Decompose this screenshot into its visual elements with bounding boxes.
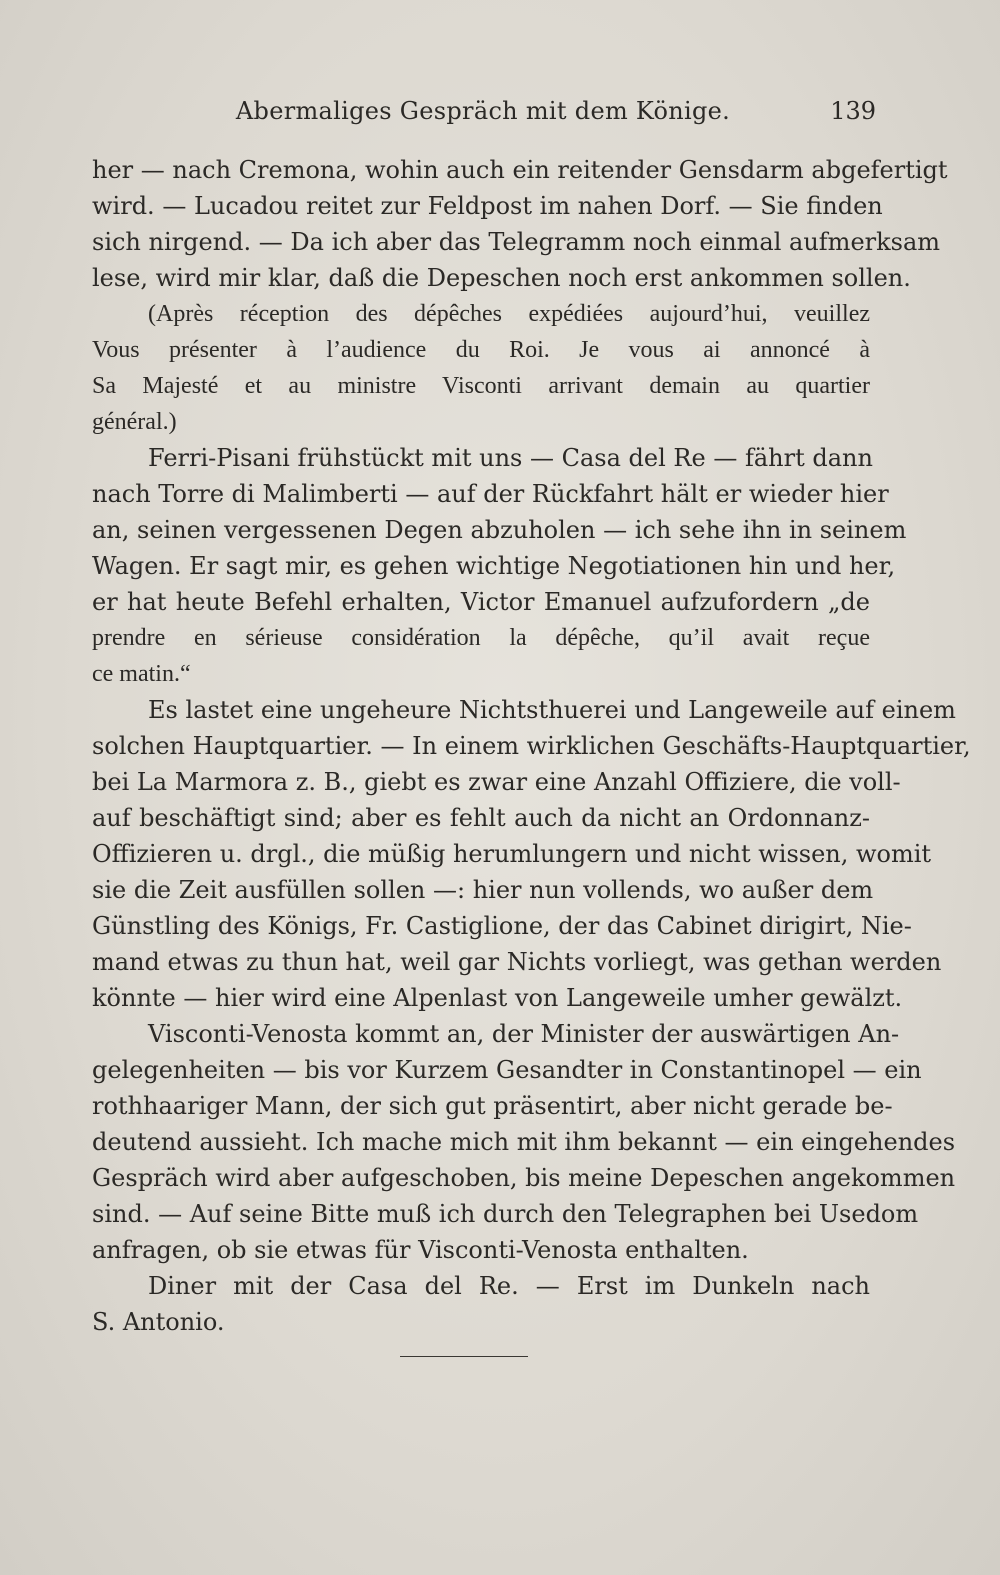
text-line: Wagen. Er sagt mir, es gehen wichtige Negotiationen hin und her, bbox=[92, 552, 896, 580]
text-line: Visconti-Venosta kommt an, der Minister der auswärtigen An- bbox=[148, 1020, 900, 1048]
text-line: wird. — Lucadou reitet zur Feldpost im nahen Dorf. — Sie finden bbox=[92, 192, 883, 220]
text-line: Gespräch wird aber aufgeschoben, bis meine Depeschen angekommen bbox=[92, 1164, 956, 1192]
text-line: Sa Majesté et au ministre Visconti arrivant demain au quartier bbox=[92, 373, 870, 399]
text-line: sind. — Auf seine Bitte muß ich durch den Telegraphen bei Usedom bbox=[92, 1200, 919, 1228]
text-line: bei La Marmora z. B., giebt es zwar eine Anzahl Offiziere, die voll- bbox=[92, 768, 901, 796]
text-line: auf beschäftigt sind; aber es fehlt auch da nicht an Ordonnanz- bbox=[92, 804, 870, 832]
page-number: 139 bbox=[830, 97, 876, 125]
text-line: Günstling des Königs, Fr. Castiglione, der das Cabinet dirigirt, Nie- bbox=[92, 912, 912, 940]
body-text bbox=[92, 152, 971, 1340]
text-line: lese, wird mir klar, daß die Depeschen noch erst ankommen sollen. bbox=[92, 264, 911, 292]
text-line: gelegenheiten — bis vor Kurzem Gesandter in Constantinopel — ein bbox=[92, 1056, 922, 1084]
text-line: solchen Hauptquartier. — In einem wirklichen Geschäfts-Hauptquartier, bbox=[92, 732, 971, 760]
text-line: Offizieren u. drgl., die müßig herumlungern und nicht wissen, womit bbox=[92, 840, 932, 868]
text-line: prendre en sérieuse considération la dépêche, qu’il avait reçue bbox=[92, 625, 870, 651]
text-line: général.) bbox=[92, 409, 177, 435]
text-line: an, seinen vergessenen Degen abzuholen — ich sehe ihn in seinem bbox=[92, 516, 907, 544]
text-line: anfragen, ob sie etwas für Visconti-Venosta enthalten. bbox=[92, 1236, 749, 1264]
text-line: er hat heute Befehl erhalten, Victor Emanuel aufzufordern „de bbox=[92, 588, 870, 616]
text-line: rothhaariger Mann, der sich gut präsentirt, aber nicht gerade be- bbox=[92, 1092, 893, 1120]
section-end-rule bbox=[400, 1356, 528, 1357]
running-title: Abermaliges Gespräch mit dem Könige. bbox=[235, 97, 731, 125]
text-line: Es lastet eine ungeheure Nichtsthuerei und Langeweile auf einem bbox=[148, 696, 956, 724]
text-line: S. Antonio. bbox=[92, 1308, 225, 1336]
running-head bbox=[90, 97, 876, 131]
text-line: (Après réception des dépêches expédiées aujourd’hui, veuillez bbox=[148, 301, 870, 327]
text-line: nach Torre di Malimberti — auf der Rückfahrt hält er wieder hier bbox=[92, 480, 889, 508]
text-line: Diner mit der Casa del Re. — Erst im Dunkeln nach bbox=[148, 1272, 870, 1300]
text-line: deutend aussieht. Ich mache mich mit ihm bekannt — ein eingehendes bbox=[92, 1128, 956, 1156]
text-line: Vous présenter à l’audience du Roi. Je vous ai annoncé à bbox=[92, 337, 870, 363]
text-line: her — nach Cremona, wohin auch ein reitender Gensdarm abgefertigt bbox=[92, 156, 948, 184]
text-line: mand etwas zu thun hat, weil gar Nichts vorliegt, was gethan werden bbox=[92, 948, 942, 976]
text-line: sie die Zeit ausfüllen sollen —: hier nun vollends, wo außer dem bbox=[92, 876, 874, 904]
text-line: Ferri-Pisani frühstückt mit uns — Casa del Re — fährt dann bbox=[148, 444, 873, 472]
text-line: ce matin.“ bbox=[92, 661, 191, 687]
text-line: könnte — hier wird eine Alpenlast von Langeweile umher gewälzt. bbox=[92, 984, 903, 1012]
text-line: sich nirgend. — Da ich aber das Telegramm noch einmal aufmerksam bbox=[92, 228, 941, 256]
